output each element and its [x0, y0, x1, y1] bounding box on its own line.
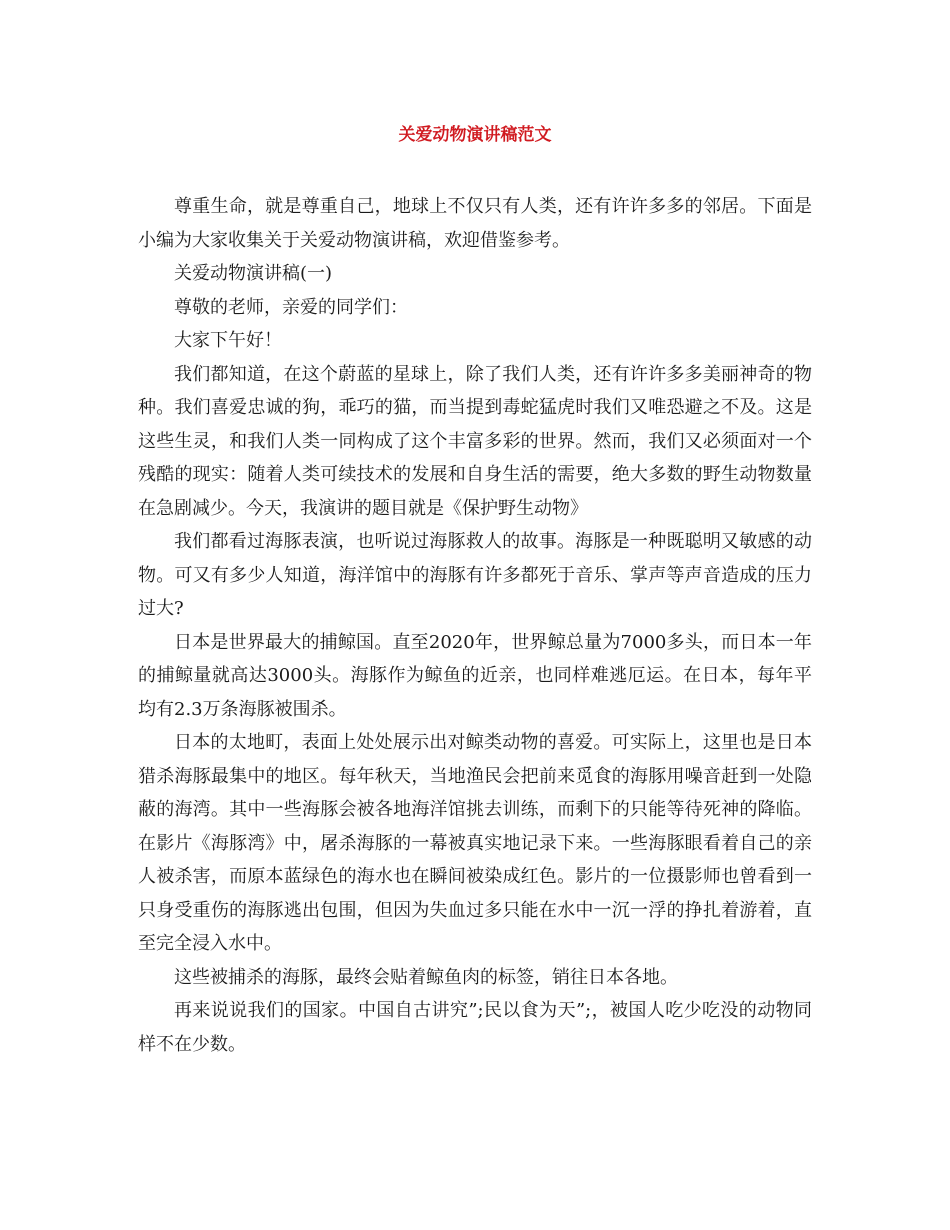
paragraph-body: 我们都知道，在这个蔚蓝的星球上，除了我们人类，还有许许多多美丽神奇的物种。我们喜爱忠诚的狗，乖巧的猫，而当提到毒蛇猛虎时我们又唯恐避之不及。这是这些生灵，和我们人类一同构成了这个丰富多彩的世界。然而，我们又必须面对一个残酷的现实：随着人类可续技术的发展和自身生活的需要，绝大多数的野生动物数量在急剧减少。今天，我演讲的题目就是《保护野生动物》 — [138, 363, 812, 519]
paragraph-greeting: 大家下午好！ — [174, 330, 282, 351]
document-body — [138, 190, 812, 1061]
document-title: 关爱动物演讲稿范文 — [398, 125, 552, 145]
paragraph-body: 日本是世界最大的捕鲸国。直至2020年，世界鲸总量为7000多头，而日本一年的捕鲸量就高达3000头。海豚作为鲸鱼的近亲，也同样难逃厄运。在日本，每年平均有2.3万条海豚被围杀。 — [138, 631, 812, 720]
paragraph-body: 再来说说我们的国家。中国自古讲究”;民以食为天”;，被国人吃少吃没的动物同样不在少数。 — [138, 1000, 812, 1055]
paragraph-body: 这些被捕杀的海豚，最终会贴着鲸鱼肉的标签，销往日本各地。 — [174, 966, 678, 988]
paragraph-body: 我们都看过海豚表演，也听说过海豚救人的故事。海豚是一种既聪明又敏感的动物。可又有多少人知道，海洋馆中的海豚有许多都死于音乐、掌声等声音造成的压力过大? — [138, 531, 812, 619]
paragraph-speech-heading: 关爱动物演讲稿(一) — [174, 263, 333, 284]
paragraph-intro: 尊重生命，就是尊重自己，地球上不仅只有人类，还有许许多多的邻居。下面是小编为大家收集关于关爱动物演讲稿，欢迎借鉴参考。 — [138, 196, 812, 251]
paragraph-salutation: 尊敬的老师，亲爱的同学们： — [174, 296, 408, 318]
paragraph-body: 日本的太地町，表面上处处展示出对鲸类动物的喜爱。可实际上，这里也是日本猎杀海豚最集中的地区。每年秋天，当地渔民会把前来觅食的海豚用噪音赶到一处隐蔽的海湾。其中一些海豚会被各地海洋馆挑去训练，而剩下的只能等待死神的降临。在影片《海豚湾》中，屠杀海豚的一幕被真实地记录下来。一些海豚眼看着自己的亲人被杀害，而原本蓝绿色的海水也在瞬间被染成红色。影片的一位摄影师也曾看到一只身受重伤的海豚逃出包围，但因为失血过多只能在水中一沉一浮的挣扎着游着，直至完全浸入水中。 — [138, 732, 812, 954]
